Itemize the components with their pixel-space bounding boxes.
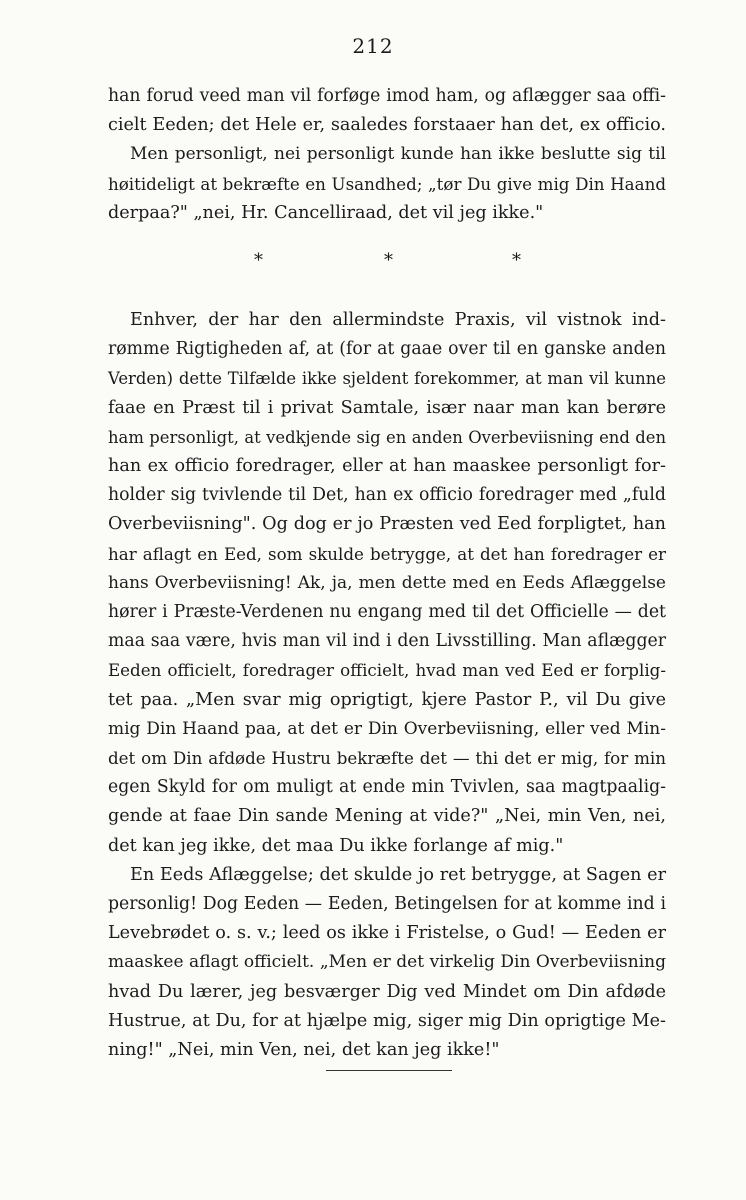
text-line: han ex officio foredrager, eller at han maaskee personligt for- (108, 456, 666, 477)
section-separator (108, 250, 666, 274)
text-line: Verden) dette Tilfælde ikke sjeldent forekommer, at man vil kunne (108, 369, 666, 389)
text-line: personlig! Dog Eeden — Eeden, Betingelsen for at komme ind i (108, 894, 666, 915)
text-line: mig Din Haand paa, at det er Din Overbeviisning, eller ved Min- (108, 718, 666, 739)
separator-star: * (512, 250, 521, 271)
text-line: Eeden officielt, foredrager officielt, hvad man ved Eed er forplig- (108, 660, 666, 681)
text-line: Men personligt, nei personligt kunde han ikke beslutte sig til (130, 144, 666, 165)
text-line: det om Din afdøde Hustru bekræfte det — thi det er mig, for min (108, 748, 666, 769)
separator-star: * (384, 250, 393, 271)
text-line: egen Skyld for om muligt at ende min Tvivlen, saa magtpaalig- (108, 777, 666, 798)
text-line: høitideligt at bekræfte en Usandhed; „tør Du give mig Din Haand (108, 173, 666, 194)
text-line: derpaa?" „nei, Hr. Cancelliraad, det vil jeg ikke." (108, 202, 544, 223)
text-line: hører i Præste-Verdenen nu engang med til det Officielle — det (108, 602, 666, 623)
text-line: han forud veed man vil forføge imod ham, og aflægger saa offi- (108, 86, 666, 106)
text-line: cielt Eeden; det Hele er, saaledes forstaaer han det, ex officio. (108, 115, 666, 136)
text-line: tet paa. „Men svar mig oprigtigt, kjere Pastor P., vil Du give (108, 689, 666, 710)
page-number: 212 (352, 34, 394, 58)
text-line: hvad Du lærer, jeg besværger Dig ved Mindet om Din afdøde (108, 981, 666, 1002)
text-line: maa saa være, hvis man vil ind i den Livsstilling. Man aflægger (108, 631, 666, 652)
text-line: ham personligt, at vedkjende sig en anden Overbeviisning end den (108, 427, 666, 447)
text-line: Enhver, der har den allermindste Praxis, vil vistnok ind- (130, 310, 666, 330)
separator-star: * (254, 250, 263, 271)
text-line: det kan jeg ikke, det maa Du ikke forlange af mig." (108, 835, 564, 856)
paragraph-2-and-3 (108, 306, 666, 1065)
text-line: Hustrue, at Du, for at hjælpe mig, siger mig Din oprigtige Me- (108, 1010, 666, 1031)
text-line: holder sig tvivlende til Det, han ex officio foredrager med „fuld (108, 485, 666, 506)
text-line: rømme Rigtigheden af, at (for at gaae over til en ganske anden (108, 339, 666, 360)
text-line: faae en Præst til i privat Samtale, især naar man kan berøre (108, 397, 666, 418)
text-line: Levebrødet o. s. v.; leed os ikke i Fristelse, o Gud! — Eeden er (108, 923, 666, 944)
text-line: En Eeds Aflæggelse; det skulde jo ret betrygge, at Sagen er (130, 864, 666, 885)
text-line: hans Overbeviisning! Ak, ja, men dette med en Eeds Aflæggelse (108, 572, 666, 593)
text-line: ning!" „Nei, min Ven, nei, det kan jeg ikke!" (108, 1040, 500, 1061)
text-line: maaskee aflagt officielt. „Men er det virkelig Din Overbeviisning (108, 952, 666, 973)
text-line: gende at faae Din sande Mening at vide?" „Nei, min Ven, nei, (108, 806, 666, 827)
end-rule (326, 1070, 452, 1071)
paragraph-1 (108, 82, 666, 228)
text-line: Overbeviisning". Og dog er jo Præsten ved Eed forpligtet, han (108, 514, 666, 535)
text-line: har aflagt en Eed, som skulde betrygge, at det han foredrager er (108, 543, 666, 564)
